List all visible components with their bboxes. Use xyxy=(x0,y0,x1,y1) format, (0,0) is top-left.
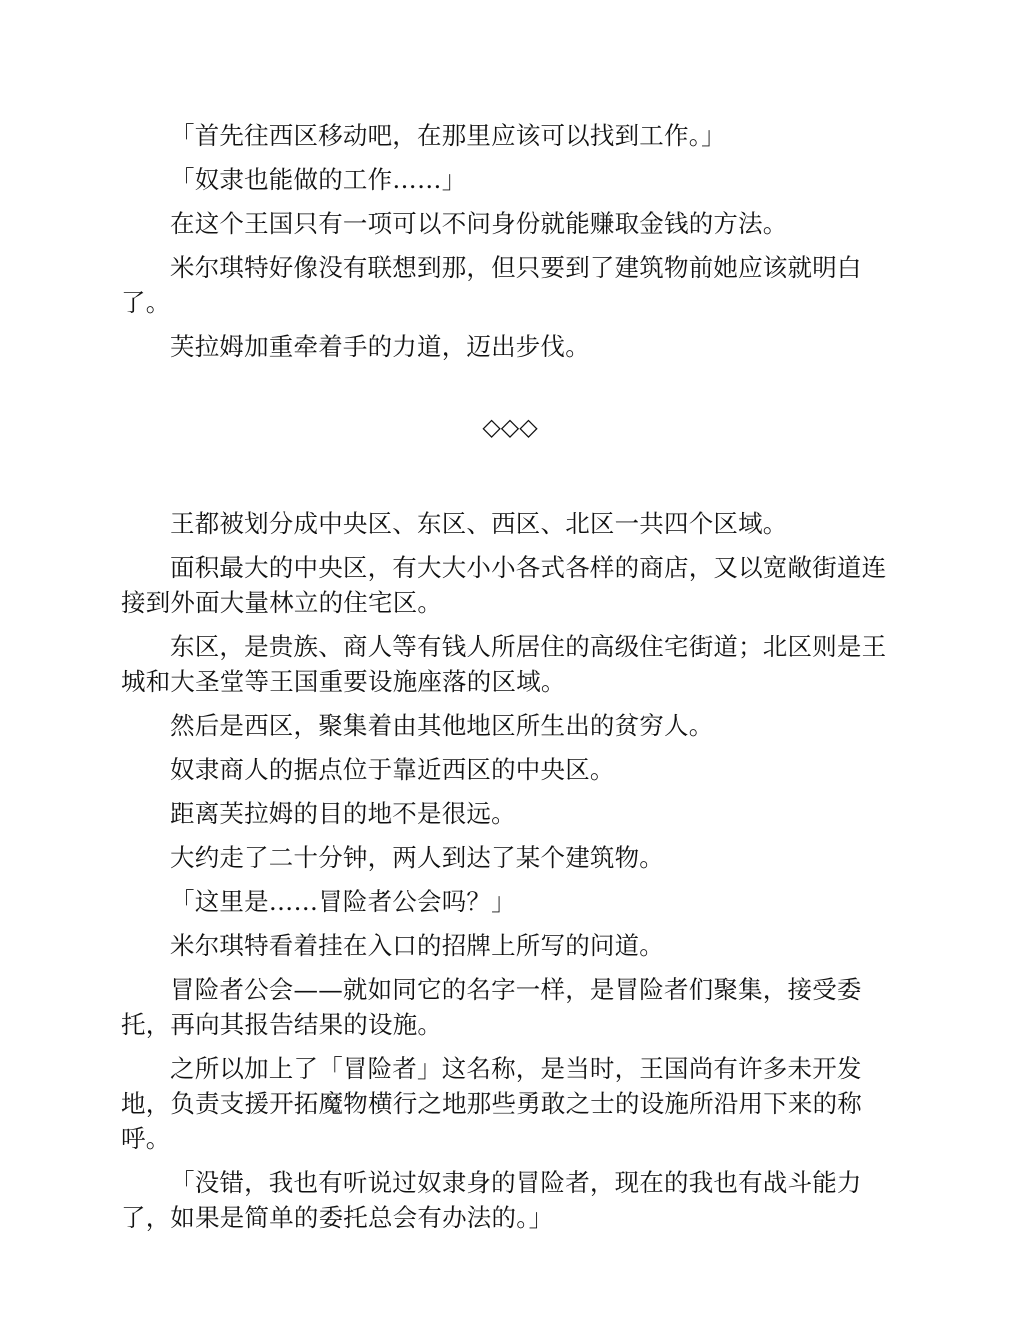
document-page xyxy=(121,118,899,1244)
paragraph: 然后是西区，聚集着由其他地区所生出的贫穷人。 xyxy=(170,711,714,740)
scene-break: ◇◇◇ xyxy=(482,413,538,441)
paragraph: 冒险者公会——就如同它的名字一样，是冒险者们聚集，接受委托，再向其报告结果的设施。 xyxy=(121,975,862,1039)
paragraph: 在这个王国只有一项可以不问身份就能赚取金钱的方法。 xyxy=(170,209,788,238)
paragraph: 面积最大的中央区，有大大小小各式各样的商店，又以宽敞街道连接到外面大量林立的住宅区。 xyxy=(121,553,887,617)
paragraph: 米尔琪特好像没有联想到那，但只要到了建筑物前她应该就明白了。 xyxy=(121,253,862,317)
paragraph: 「首先往西区移动吧，在那里应该可以找到工作。」 xyxy=(170,121,726,150)
paragraph: 东区，是贵族、商人等有钱人所居住的高级住宅街道；北区则是王城和大圣堂等王国重要设施座落的区域。 xyxy=(121,632,887,696)
paragraph: 王都被划分成中央区、东区、西区、北区一共四个区域。 xyxy=(170,509,788,538)
paragraph: 「这里是……冒险者公会吗？」 xyxy=(170,887,516,916)
paragraph: 距离芙拉姆的目的地不是很远。 xyxy=(170,799,516,828)
paragraph: 之所以加上了「冒险者」这名称，是当时，王国尚有许多未开发地，负责支援开拓魔物横行之地那些勇敢之士的设施所沿用下来的称呼。 xyxy=(121,1054,862,1153)
paragraph: 米尔琪特看着挂在入口的招牌上所写的问道。 xyxy=(170,931,664,960)
paragraph: 奴隶商人的据点位于靠近西区的中央区。 xyxy=(170,755,615,784)
paragraph: 芙拉姆加重牵着手的力道，迈出步伐。 xyxy=(170,332,590,361)
paragraph: 「没错，我也有听说过奴隶身的冒险者，现在的我也有战斗能力了，如果是简单的委托总会有办法的。」 xyxy=(121,1168,862,1232)
paragraph: 「奴隶也能做的工作……」 xyxy=(170,165,467,194)
paragraph: 大约走了二十分钟，两人到达了某个建筑物。 xyxy=(170,843,664,872)
